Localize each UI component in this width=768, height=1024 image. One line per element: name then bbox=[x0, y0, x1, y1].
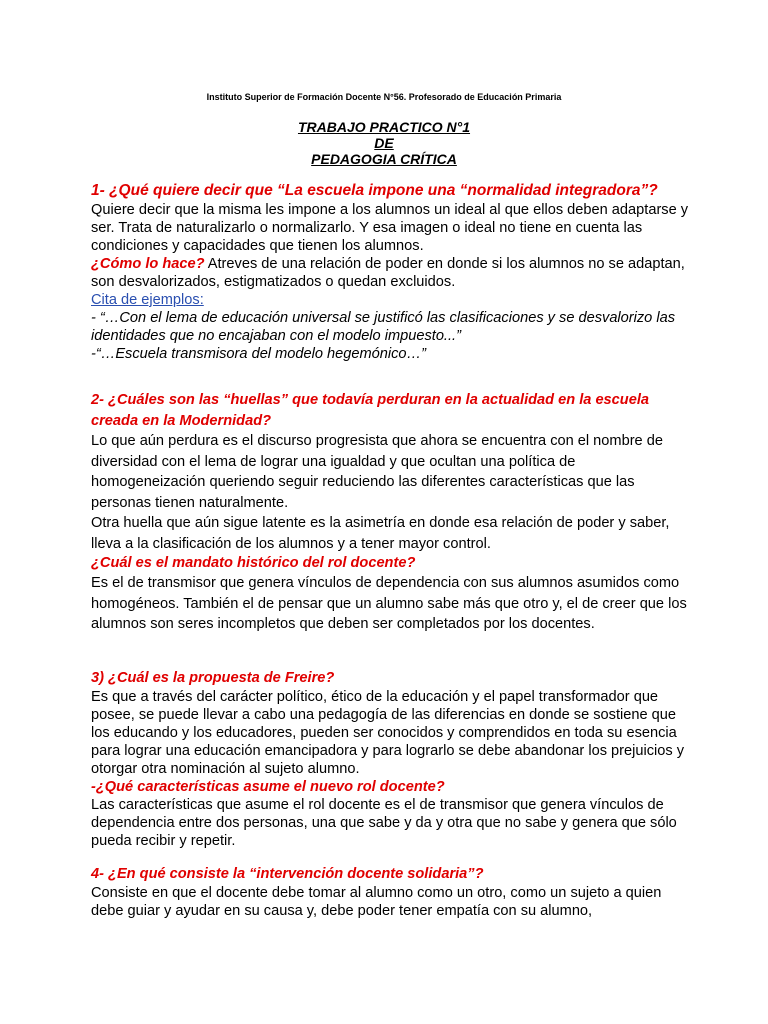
title-line-2: DE bbox=[374, 135, 394, 151]
answer-1-sub bbox=[91, 255, 691, 291]
cita-1: - “…Con el lema de educación universal se justificó las clasificaciones y se desvalorizo las identidades que no encajaban con el modelo impuesto...” bbox=[91, 310, 676, 344]
question-3: 3) ¿Cuál es la propuesta de Freire? bbox=[91, 670, 335, 686]
answer-2a: Lo que aún perdura es el discurso progresista que ahora se encuentra con el nombre de diversidad con el lema de lograr una igualdad y que ocultan una política de homogeneización queriendo seguir reduciendo las diferentes características que las personas tienen naturalmente. bbox=[91, 433, 663, 511]
section-2 bbox=[91, 390, 691, 635]
question-4: 4- ¿En qué consiste la “intervención docente solidaria”? bbox=[91, 866, 484, 882]
title-line-3: PEDAGOGIA CRÍTICA bbox=[311, 151, 457, 167]
question-2: 2- ¿Cuáles son las “huellas” que todavía perduran en la actualidad en la escuela creada en la Modernidad? bbox=[91, 392, 649, 429]
section-3 bbox=[91, 669, 691, 850]
section-1 bbox=[91, 181, 691, 363]
cita-2: -“…Escuela transmisora del modelo hegemónico…” bbox=[91, 346, 426, 362]
answer-2b: Otra huella que aún sigue latente es la asimetría en donde esa relación de poder y saber, lleva a la clasificación de los alumnos y a tener mayor control. bbox=[91, 515, 670, 552]
cita-link[interactable]: Cita de ejemplos: bbox=[91, 292, 204, 308]
subanswer-3: Las características que asume el rol docente es el de transmisor que genera vínculos de dependencia entre dos personas, una que sabe y da y otra que no sabe y genera que sólo pueda recibir y repetir. bbox=[91, 797, 677, 849]
answer-1: Quiere decir que la misma les impone a los alumnos un ideal al que ellos deben adaptarse y ser. Trata de naturalizarlo o normalizarlo. Y esa imagen o ideal no tiene en cuenta las condiciones y capacidades que tienen los alumnos. bbox=[91, 202, 689, 254]
subanswer-1: Atreves de una relación de poder en donde si los alumnos no se adaptan, son desvalorizados, estigmatizados o quedan excluidos. bbox=[91, 256, 685, 290]
section-4 bbox=[91, 865, 691, 920]
question-1: 1- ¿Qué quiere decir que “La escuela impone una “normalidad integradora”? bbox=[91, 182, 658, 199]
subquestion-3: -¿Qué características asume el nuevo rol docente? bbox=[91, 779, 445, 795]
document-title bbox=[0, 119, 768, 167]
answer-3: Es que a través del carácter político, ético de la educación y el papel transformador que posee, se puede llevar a cabo una pedagogía de las diferencias en donde se sostiene que los educando y los educadores, pueden ser conocidos y comprendidos en toda su esencia para lograr una educación emancipadora y para lograrlo se debe abandonar los prejuicios y otorgar otra nominación al sujeto alumno. bbox=[91, 689, 685, 777]
subquestion-2: ¿Cuál es el mandato histórico del rol docente? bbox=[91, 555, 416, 571]
institution-header: Instituto Superior de Formación Docente N°56. Profesorado de Educación Primaria bbox=[206, 92, 562, 102]
title-line-1: TRABAJO PRACTICO N°1 bbox=[297, 119, 471, 135]
subquestion-1: ¿Cómo lo hace? bbox=[91, 256, 205, 272]
answer-4: Consiste en que el docente debe tomar al alumno como un otro, como un sujeto a quien debe guiar y ayudar en su causa y, debe poder tener empatía con su alumno, bbox=[91, 885, 662, 919]
subanswer-2: Es el de transmisor que genera vínculos de dependencia con sus alumnos asumidos como homogéneos. También el de pensar que un alumno sabe más que otro y, el de creer que los alumnos son seres incompletos que deben ser completados por los docentes. bbox=[91, 575, 687, 632]
